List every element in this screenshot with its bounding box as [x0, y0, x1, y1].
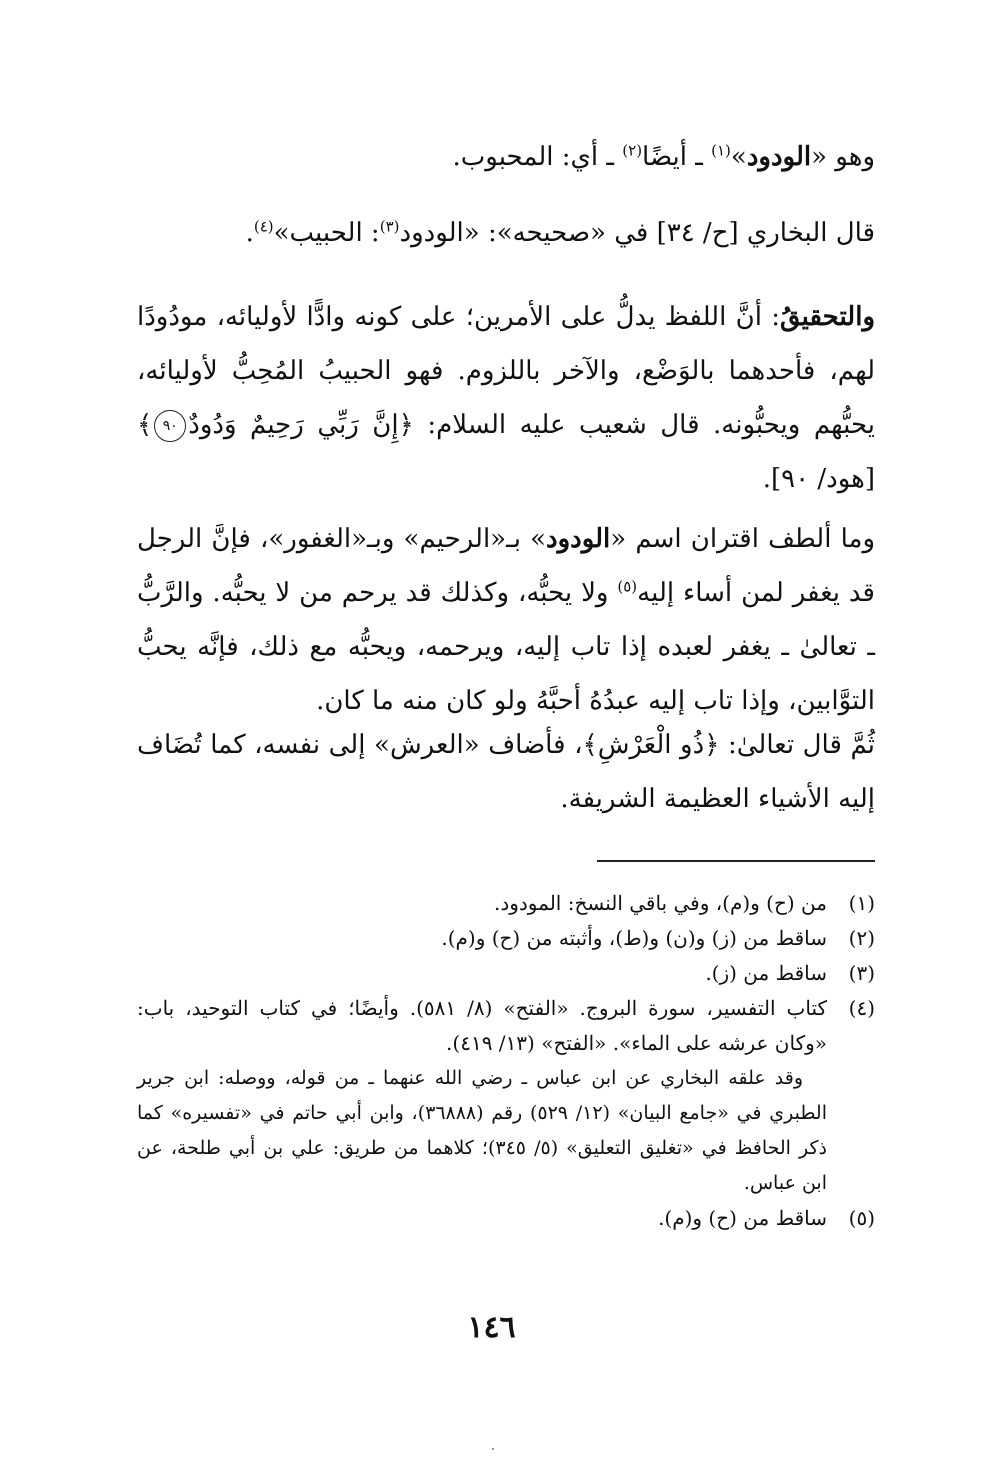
bold-term: الودود	[545, 524, 611, 554]
text-run: .	[245, 218, 254, 248]
text-run: ثُمَّ قال تعالىٰ: ﴿ذُو الْعَرْشِ﴾، فأضاف «العرش» إلى نفسه، كما تُضَاف إليه الأشياء العظيمة الشريفة.	[137, 730, 875, 814]
text-run: وهو «	[811, 142, 875, 172]
footnote-ref-3[interactable]: (٣)	[379, 217, 400, 236]
footnote-number: (٥)	[848, 1206, 875, 1230]
footnote-text: ساقط من (ح) و(م).	[658, 1206, 827, 1230]
paragraph-2	[137, 206, 875, 260]
text-run: ـ أي: المحبوب.	[452, 142, 623, 172]
footnote-4	[137, 991, 875, 1061]
footnote-number: (٢)	[848, 926, 875, 950]
footnote-number: (٣)	[848, 961, 875, 985]
footnote-4-continuation: وقد علقه البخاري عن ابن عباس ـ رضي الله عنهما ـ من قوله، ووصله: ابن جرير الطبري في «جامع البيان» (١٢/ ٥٢٩) رقم (٣٦٨٨٨)، وابن أبي حاتم في «تفسيره» كما ذكر الحافظ في «تغليق التعليق» (٥/ ٣٤٥)؛ كلاهما من طريق: علي بن أبي طلحة، عن ابن عباس.	[137, 1067, 828, 1194]
text-run: وما ألطف اقتران اسم «	[610, 524, 875, 554]
text-run: ولا يحبُّه، وكذلك قد يرحم من لا يحبُّه. والرَّبُّ ـ تعالىٰ ـ يغفر لعبده إذا تاب إليه، ويرحمه، ويحبُّه مع ذلك، فإنَّه يحبُّ التوَّابين، وإذا تاب إليه عبدُهُ أحبَّهُ ولو كان منه ما كان.	[137, 578, 875, 716]
text-run: : أنَّ اللفظ يدلُّ على الأمرين؛ على كونه وادًّا لأوليائه، مودُودًا لهم، فأحدهما بالوَضْع، والآخر باللزوم. فهو الحبيبُ المُحِبُّ لأوليائه، يحبُّهم ويحبُّونه. قال شعيب عليه السلام: ﴿إِنَّ رَبِّي رَحِيمٌ وَدُودٌ	[137, 302, 875, 440]
footnote-text: ساقط من (ز) و(ن) و(ط)، وأثبته من (ح) و(م).	[441, 926, 827, 950]
footnote-number: (٤)	[848, 996, 875, 1020]
text-run: ـ أيضًا	[642, 142, 712, 172]
page-number: ١٤٦	[467, 1310, 516, 1345]
text-run: » بـ«الرحيم» وبـ«الغفور»، فإنَّ الرجل قد يغفر لمن أساء إليه	[137, 524, 875, 608]
paragraph-1	[137, 130, 875, 184]
paragraph-3	[137, 290, 875, 506]
paragraph-5	[137, 718, 875, 826]
footnote-ref-4[interactable]: (٤)	[253, 217, 274, 236]
text-run: ﴾ [هود/ ٩٠].	[137, 410, 875, 494]
footnote-ref-5[interactable]: (٥)	[617, 577, 638, 596]
footnote-text: كتاب التفسير، سورة البروج. «الفتح» (٨/ ٥٨١). وأيضًا؛ في كتاب التوحيد، باب: «وكان عرشه على الماء». «الفتح» (١٣/ ٤١٩).	[137, 996, 828, 1055]
footnote-text: من (ح) و(م)، وفي باقي النسخ: المودود.	[493, 891, 827, 915]
footnote-text: ساقط من (ز).	[705, 961, 827, 985]
footnote-5	[137, 1201, 875, 1236]
text-run: قال البخاري [ح/ ٣٤] في «صحيحه»: «الودود	[399, 218, 875, 248]
bold-term: الودود	[746, 142, 812, 172]
text-run: : الحبيب»	[273, 218, 380, 248]
footnote-ref-2[interactable]: (٢)	[622, 141, 643, 160]
ayah-number-marker: ٩٠	[154, 410, 186, 442]
footnote-number: (١)	[848, 891, 875, 915]
footnotes-section	[137, 886, 875, 1236]
scan-speck	[492, 1448, 494, 1450]
footnote-ref-1[interactable]: (١)	[711, 141, 731, 160]
bold-term: والتحقيقُ	[779, 302, 875, 332]
footnote-1	[137, 886, 875, 921]
footnote-separator	[597, 860, 875, 862]
paragraph-4	[137, 512, 875, 728]
text-run: »	[730, 142, 747, 172]
footnote-2	[137, 921, 875, 956]
footnote-3	[137, 956, 875, 991]
